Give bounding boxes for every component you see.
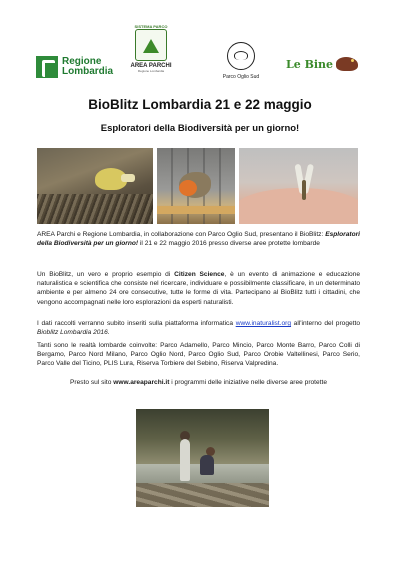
areaparchi-website: www.areaparchi.it	[113, 379, 170, 386]
inaturalist-link[interactable]: www.inaturalist.org	[235, 320, 292, 327]
le-bine-text: Le Bine	[286, 57, 334, 71]
photo-insect-on-hand	[239, 148, 358, 224]
bioblitz-description: Un BioBlitz, un vero e proprio esempio di Citizen Science, è un evento di animazione e educazione naturalistica e scientifica che consiste nel ricercare, individuare e possibilmente classificare, in un determinato ambiente e per almeno 24 ore consecutive, tutte le forme di vita. Partecipano al BioBlitz tutti i cittadini, che vengono accompagnati nelle loro esplorazioni da esperti naturalisti.	[37, 271, 360, 306]
photo-robin	[157, 148, 235, 224]
ap-name-text: AREA PARCHI	[130, 63, 172, 69]
page-subtitle: Esploratori della Biodiversità per un giorno!	[100, 123, 300, 134]
citizen-science-term: Citizen Science	[174, 271, 225, 278]
ap-sub-text: Regione Lombardia	[137, 69, 165, 73]
data-paragraph: I dati raccolti verranno subito inseriti sulla piattaforma informatica www.inaturalist.org all'interno del progetto Bioblitz Lombardia 2016.	[37, 320, 360, 337]
rl-line2: Lombardia	[62, 66, 114, 77]
area-parchi-logo	[128, 24, 174, 73]
parks-list-paragraph: Tanti sono le realtà lombarde coinvolte: Parco Adamello, Parco Mincio, Parco Monte Barro, Parco Colli di Bergamo, Parco Nord Milano, Parco Oglio Nord, Parco Oglio Sud, Parco Orobie Valtellinesi, Parco Serio, Parco Valle del Ticino, PLIS Lura, Riserva Torbiere del Sebino, Riserva Valpredina.	[37, 342, 360, 368]
page-title: BioBlitz Lombardia 21 e 22 maggio	[88, 97, 312, 112]
child-icon	[200, 455, 214, 475]
regione-lombardia-logo	[36, 56, 113, 78]
pos-label: Parco Oglio Sud	[222, 74, 260, 80]
event-name: Esploratori della Biodiversità per un giorno!	[37, 231, 360, 248]
regione-lombardia-icon	[36, 56, 58, 78]
website-paragraph: Presto sul sito www.areaparchi.it i programmi delle iniziative nelle diverse aree protette	[69, 379, 328, 386]
frog-icon	[336, 57, 358, 71]
photo-mushroom	[37, 148, 153, 224]
project-name: Bioblitz Lombardia 2016	[37, 329, 108, 337]
parco-oglio-sud-logo	[216, 42, 266, 80]
photo-explorers-at-stream	[136, 409, 269, 507]
person-icon	[180, 439, 190, 481]
rl-line1: Regione	[62, 56, 102, 67]
intro-paragraph: AREA Parchi e Regione Lombardia, in collaborazione con Parco Oglio Sud, presentano il BioBlitz: Esploratori della Biodiversità per un giorno! il 21 e 22 maggio 2016 presso diverse aree protette lombarde	[37, 231, 360, 248]
ap-top-text: SISTEMA PARCO	[134, 24, 168, 29]
tree-icon	[135, 29, 167, 61]
logo-row	[36, 24, 366, 84]
le-bine-logo	[286, 57, 358, 71]
bird-circle-icon	[227, 42, 255, 70]
